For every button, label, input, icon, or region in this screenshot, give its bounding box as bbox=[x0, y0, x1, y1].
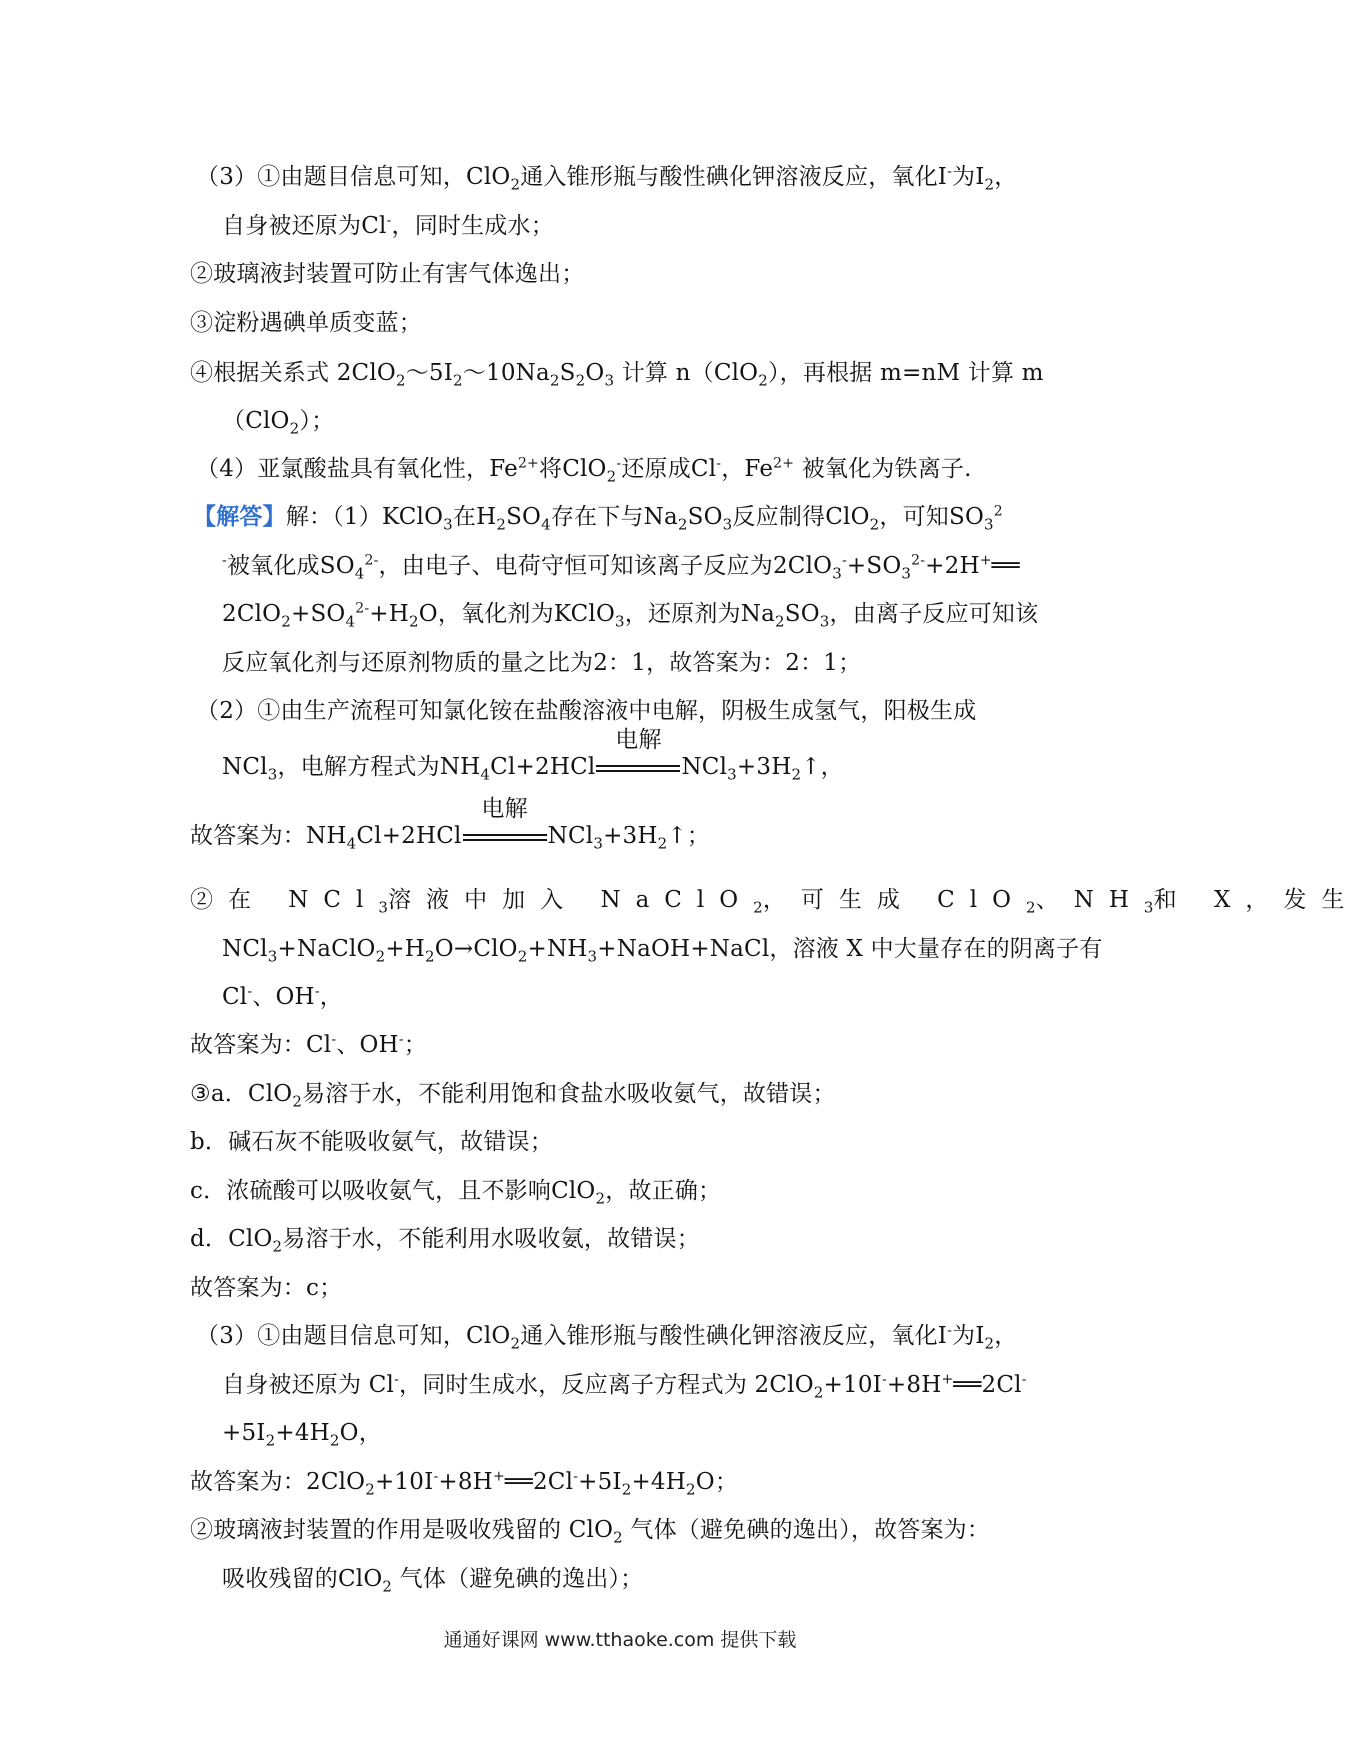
superscript: - bbox=[314, 983, 320, 1000]
subscript: 2 bbox=[425, 947, 435, 966]
text-segment: b．碱石灰不能吸收氨气，故错误； bbox=[190, 1129, 553, 1155]
text-segment: +H bbox=[369, 601, 410, 627]
text-segment: 被氧化为铁离子. bbox=[794, 456, 972, 482]
text-segment: NCl bbox=[547, 823, 594, 849]
text-line bbox=[222, 1418, 382, 1448]
subscript: 3 bbox=[604, 371, 615, 390]
subscript: 2 bbox=[517, 947, 528, 966]
text-segment: （ClO bbox=[222, 408, 290, 434]
text-segment: 被氧化成SO bbox=[226, 553, 355, 579]
text-segment: +10I bbox=[375, 1469, 434, 1495]
text-segment: 气体（避免碘的逸出），故答案为： bbox=[622, 1517, 991, 1543]
page-footer: 通通好课网 www.tthaoke.com 提供下载 bbox=[443, 1629, 797, 1651]
superscript: - bbox=[386, 212, 392, 229]
text-segment: 在H bbox=[452, 504, 497, 530]
subscript: 3 bbox=[378, 898, 389, 917]
reaction-condition-arrow bbox=[463, 796, 547, 852]
text-segment: ══ bbox=[991, 553, 1020, 579]
superscript: - bbox=[947, 1322, 953, 1339]
superscript: - bbox=[247, 983, 253, 1000]
text-segment: +SO bbox=[846, 553, 902, 579]
text-segment: ； bbox=[403, 1032, 427, 1058]
subscript: 2 bbox=[292, 1092, 303, 1111]
subscript: 3 bbox=[267, 947, 278, 966]
text-segment: +5I bbox=[578, 1469, 622, 1495]
subscript: 3 bbox=[587, 947, 598, 966]
text-segment: 存在下与Na bbox=[550, 504, 678, 530]
subscript: 2 bbox=[265, 1431, 276, 1450]
text-segment: 自身被还原为 Cl bbox=[222, 1372, 395, 1398]
text-segment: O，氧化剂为KClO bbox=[418, 601, 615, 627]
superscript: - bbox=[881, 1371, 887, 1388]
subscript: 2 bbox=[510, 175, 521, 194]
text-segment: ↑， bbox=[801, 754, 844, 780]
subscript: 2 bbox=[677, 515, 688, 534]
subscript: 2 bbox=[453, 371, 463, 390]
subscript: 2 bbox=[621, 1480, 632, 1499]
subscript: 2 bbox=[758, 371, 768, 390]
superscript: 2- bbox=[911, 552, 926, 569]
text-segment: 故答案为：2ClO bbox=[190, 1469, 366, 1495]
text-segment: 溶液中加入 NaClO bbox=[388, 887, 754, 913]
text-segment: （2）①由生产流程可知氯化铵在盐酸溶液中电解，阴极生成氢气，阳极生成 bbox=[196, 698, 977, 724]
text-segment: O， bbox=[339, 1420, 382, 1446]
text-segment: +3H bbox=[603, 823, 658, 849]
subscript: 2 bbox=[753, 898, 763, 917]
subscript: 3 bbox=[615, 612, 625, 631]
subscript: 2 bbox=[869, 515, 880, 534]
text-segment: （3）①由题目信息可知，ClO bbox=[196, 164, 511, 190]
text-segment: 易溶于水，不能利用水吸收氨，故错误； bbox=[282, 1226, 700, 1252]
subscript: 2 bbox=[686, 1480, 696, 1499]
double-bar bbox=[596, 765, 680, 772]
text-line bbox=[222, 727, 844, 784]
subscript: 3 bbox=[722, 515, 733, 534]
subscript: 3 bbox=[443, 515, 453, 534]
text-segment: +4H bbox=[631, 1469, 687, 1495]
text-segment: O bbox=[585, 360, 605, 386]
subscript: 4 bbox=[354, 564, 365, 583]
text-line bbox=[190, 1467, 738, 1497]
text-segment: ， bbox=[319, 984, 343, 1010]
text-line bbox=[196, 454, 972, 484]
text-line bbox=[190, 1030, 427, 1060]
text-line bbox=[190, 796, 711, 853]
text-segment: 易溶于水，不能利用饱和食盐水吸收氨气，故错误； bbox=[302, 1081, 836, 1107]
subscript: 4 bbox=[345, 612, 356, 631]
subscript: 2 bbox=[409, 612, 419, 631]
text-segment: +2H bbox=[925, 553, 980, 579]
text-line bbox=[190, 1127, 553, 1157]
text-segment: ③a．ClO bbox=[190, 1081, 293, 1107]
text-segment: ，由电子、电荷守恒可知该离子反应为2ClO bbox=[378, 553, 833, 579]
superscript: - bbox=[616, 455, 622, 472]
text-segment: Cl bbox=[222, 984, 248, 1010]
subscript: 2 bbox=[382, 1577, 393, 1596]
subscript: 4 bbox=[480, 765, 491, 784]
superscript: - bbox=[331, 1031, 337, 1048]
text-segment: NCl bbox=[681, 754, 728, 780]
subscript: 3 bbox=[1143, 898, 1154, 917]
text-segment: 反应制得ClO bbox=[732, 504, 870, 530]
text-line bbox=[190, 1224, 700, 1254]
text-segment: 气体（避免碘的逸出）； bbox=[392, 1566, 644, 1592]
text-segment: ══2Cl bbox=[504, 1469, 574, 1495]
subscript: 2 bbox=[395, 371, 406, 390]
answer-label: 【解答】 bbox=[193, 503, 286, 530]
text-segment: 解：（1）KClO bbox=[285, 504, 444, 530]
text-segment: +3H bbox=[736, 754, 792, 780]
text-line bbox=[222, 982, 343, 1012]
text-segment: 为I bbox=[952, 1323, 985, 1349]
text-segment: ↑； bbox=[667, 823, 711, 849]
text-segment: ）； bbox=[299, 408, 335, 434]
subscript: 2 bbox=[272, 1237, 283, 1256]
subscript: 2 bbox=[289, 419, 300, 438]
text-segment: NCl bbox=[222, 936, 268, 962]
text-segment: 2ClO bbox=[222, 601, 282, 627]
subscript: 2 bbox=[496, 515, 507, 534]
text-segment: d．ClO bbox=[190, 1226, 273, 1252]
reaction-condition-label: 电解 bbox=[615, 727, 662, 753]
subscript: 2 bbox=[281, 612, 291, 631]
text-line bbox=[190, 885, 1359, 915]
text-segment: ，可知SO bbox=[879, 504, 985, 530]
subscript: 2 bbox=[375, 947, 386, 966]
double-bar bbox=[463, 834, 547, 841]
text-segment: 反应氧化剂与还原剂物质的量之比为2：1，故答案为：2：1； bbox=[222, 650, 862, 676]
reaction-condition-arrow bbox=[596, 727, 680, 783]
superscript: - bbox=[222, 552, 227, 569]
subscript: 3 bbox=[832, 564, 842, 583]
text-line bbox=[190, 259, 584, 289]
text-segment: 通入锥形瓶与酸性碘化钾溶液反应，氧化I bbox=[520, 1323, 948, 1349]
text-line bbox=[190, 308, 422, 338]
text-segment: +10I bbox=[823, 1372, 882, 1398]
subscript: 2 bbox=[813, 1383, 824, 1402]
text-segment: O→ClO bbox=[434, 936, 518, 962]
text-segment: 还原成Cl bbox=[621, 456, 717, 482]
text-segment: +8H bbox=[438, 1469, 493, 1495]
subscript: 2 bbox=[984, 175, 995, 194]
text-line bbox=[196, 696, 976, 726]
text-segment: ， bbox=[994, 164, 1018, 190]
text-segment: c．浓硫酸可以吸收氨气，且不影响ClO bbox=[190, 1178, 596, 1204]
text-segment: ，还原剂为Na bbox=[624, 601, 775, 627]
text-segment: 为I bbox=[952, 164, 985, 190]
text-line bbox=[190, 358, 1044, 388]
text-segment: SO bbox=[506, 504, 542, 530]
text-segment: SO bbox=[784, 601, 820, 627]
subscript: 3 bbox=[593, 834, 604, 853]
superscript: - bbox=[841, 552, 847, 569]
text-segment: +SO bbox=[291, 601, 346, 627]
reaction-condition-label: 电解 bbox=[481, 796, 528, 822]
superscript: - bbox=[947, 163, 953, 180]
text-segment: 将ClO bbox=[539, 456, 607, 482]
subscript: 2 bbox=[1025, 898, 1036, 917]
text-segment: ～10Na bbox=[462, 360, 550, 386]
subscript: 3 bbox=[267, 765, 278, 784]
superscript: - bbox=[1021, 1371, 1027, 1388]
text-segment: +NaClO bbox=[277, 936, 376, 962]
text-segment: （4）亚氯酸盐具有氧化性，Fe bbox=[196, 456, 518, 482]
text-segment: 、OH bbox=[252, 984, 315, 1010]
subscript: 3 bbox=[819, 612, 830, 631]
text-segment: ③淀粉遇碘单质变蓝； bbox=[190, 310, 422, 336]
text-segment: ，同时生成水； bbox=[391, 213, 554, 239]
subscript: 2 bbox=[791, 765, 802, 784]
text-segment: ，Fe bbox=[721, 456, 774, 482]
text-segment: Cl+2HCl bbox=[490, 754, 596, 780]
text-segment: +NH bbox=[527, 936, 588, 962]
text-line bbox=[196, 162, 1017, 192]
text-segment: 吸收残留的ClO bbox=[222, 1566, 383, 1592]
text-segment: ），再根据 m=nM 计算 m bbox=[767, 360, 1044, 386]
text-line bbox=[190, 1273, 342, 1303]
text-segment: ， bbox=[994, 1323, 1018, 1349]
text-segment: 自身被还原为Cl bbox=[222, 213, 387, 239]
text-segment: 、OH bbox=[336, 1032, 399, 1058]
text-line bbox=[222, 1564, 643, 1594]
text-segment: Cl+2HCl bbox=[356, 823, 462, 849]
text-segment: 故答案为：NH bbox=[190, 823, 347, 849]
superscript: - bbox=[398, 1031, 404, 1048]
text-segment: SO bbox=[687, 504, 723, 530]
text-segment: ，电解方程式为NH bbox=[277, 754, 481, 780]
text-segment: S bbox=[559, 360, 576, 386]
superscript: + bbox=[941, 1371, 954, 1388]
subscript: 2 bbox=[549, 371, 560, 390]
subscript: 2 bbox=[365, 1480, 375, 1499]
superscript: - bbox=[573, 1468, 579, 1485]
text-line bbox=[222, 599, 1038, 629]
text-segment: ，同时生成水，反应离子方程式为 2ClO bbox=[399, 1372, 814, 1398]
text-segment: 和 X，发生 bbox=[1153, 887, 1359, 913]
subscript: 3 bbox=[901, 564, 912, 583]
text-segment: ══2Cl bbox=[953, 1372, 1022, 1398]
subscript: 3 bbox=[984, 515, 994, 534]
text-segment: ，可生成 ClO bbox=[762, 887, 1026, 913]
subscript: 2 bbox=[606, 467, 617, 486]
text-segment: 通入锥形瓶与酸性碘化钾溶液反应，氧化I bbox=[520, 164, 948, 190]
superscript: 2+ bbox=[517, 455, 539, 472]
subscript: 2 bbox=[595, 1189, 606, 1208]
text-line bbox=[222, 648, 861, 678]
text-line bbox=[222, 211, 554, 241]
subscript: 2 bbox=[510, 1334, 521, 1353]
superscript: + bbox=[492, 1468, 505, 1485]
text-segment: ②在 NCl bbox=[190, 887, 379, 913]
text-segment: ，由离子反应可知该 bbox=[829, 601, 1039, 627]
text-line bbox=[193, 502, 1003, 532]
text-segment: 、NH bbox=[1035, 887, 1144, 913]
text-segment: ④根据关系式 2ClO bbox=[190, 360, 396, 386]
text-segment: ②玻璃液封装置的作用是吸收残留的 ClO bbox=[190, 1517, 614, 1543]
text-segment: 计算 n（ClO bbox=[614, 360, 759, 386]
superscript: - bbox=[394, 1371, 400, 1388]
subscript: 2 bbox=[613, 1528, 623, 1547]
text-segment: +8H bbox=[886, 1372, 942, 1398]
subscript: 2 bbox=[775, 612, 785, 631]
text-segment: 故答案为：Cl bbox=[190, 1032, 332, 1058]
subscript: 2 bbox=[657, 834, 668, 853]
text-segment: +5I bbox=[222, 1420, 266, 1446]
text-segment: +4H bbox=[275, 1420, 330, 1446]
text-line bbox=[190, 1079, 836, 1109]
text-line bbox=[222, 406, 334, 436]
subscript: 3 bbox=[727, 765, 737, 784]
superscript: 2- bbox=[355, 600, 370, 617]
subscript: 4 bbox=[541, 515, 551, 534]
text-segment: +NaOH+NaCl，溶液 X 中大量存在的阴离子有 bbox=[597, 936, 1103, 962]
text-segment: 故答案为：c； bbox=[190, 1275, 343, 1301]
text-segment: ②玻璃液封装置可防止有害气体逸出； bbox=[190, 261, 585, 287]
text-line bbox=[196, 1321, 1017, 1351]
superscript: - bbox=[716, 455, 722, 472]
text-segment: ～5I bbox=[405, 360, 454, 386]
subscript: 2 bbox=[984, 1334, 995, 1353]
text-segment: （3）①由题目信息可知，ClO bbox=[196, 1323, 511, 1349]
text-segment: NCl bbox=[222, 754, 268, 780]
superscript: + bbox=[979, 552, 992, 569]
text-segment: +H bbox=[385, 936, 426, 962]
text-segment: ，故正确； bbox=[605, 1178, 722, 1204]
superscript: 2 bbox=[993, 503, 1003, 520]
subscript: 2 bbox=[329, 1431, 340, 1450]
subscript: 4 bbox=[346, 834, 357, 853]
text-line bbox=[190, 1176, 721, 1206]
superscript: 2+ bbox=[773, 455, 795, 472]
text-line bbox=[190, 1515, 990, 1545]
subscript: 2 bbox=[575, 371, 586, 390]
text-segment: O； bbox=[695, 1469, 739, 1495]
text-line bbox=[222, 551, 1020, 581]
text-line bbox=[222, 1370, 1027, 1400]
superscript: 2- bbox=[364, 552, 379, 569]
text-line bbox=[222, 934, 1103, 964]
superscript: - bbox=[433, 1468, 439, 1485]
